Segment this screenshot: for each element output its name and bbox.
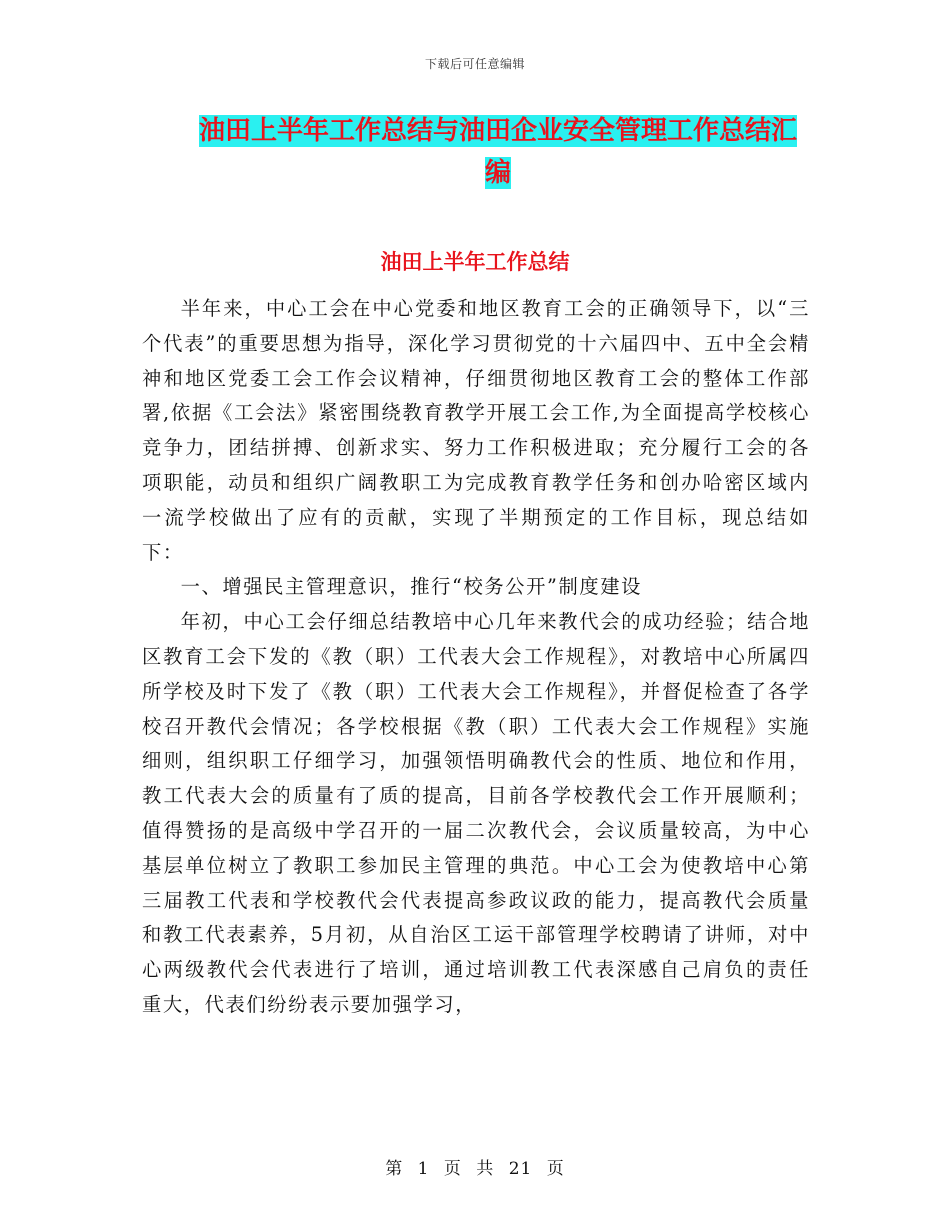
header-note: 下载后可任意编辑	[424, 57, 525, 71]
total-word: 页	[546, 1159, 565, 1179]
total-prefix: 共	[476, 1159, 495, 1179]
paragraph-body-1: 年初，中心工会仔细总结教培中心几年来教代会的成功经验；结合地区教育工会下发的《教（职）工代表大会工作规程》，对教培中心所属四所学校及时下发了《教（职）工代表大会工作规程》，并督促检查了各学校召开教代会情况；各学校根据《教（职）工代表大会工作规程》实施细则，组织职工仔细学习，加强领悟明确教代会的性质、地位和作用，教工代表大会的质量有了质的提高，目前各学校教代会工作开展顺利；值得赞扬的是高级中学召开的一届二次教代会，会议质量较高，为中心基层单位树立了教职工参加民主管理的典范。中心工会为使教培中心第三届教工代表和学校教代会代表提高参政议政的能力，提高教代会质量和教工代表素养，5月初，从自治区工运干部管理学校聘请了讲师，对中心两级教代会代表进行了培训，通过培训教工代表深感自己肩负的责任重大，代表们纷纷表示要加强学习，	[142, 610, 810, 1016]
total-pages: 21	[508, 1159, 533, 1179]
paragraph-intro: 半年来，中心工会在中心党委和地区教育工会的正确领导下，以“三个代表”的重要思想为指导，深化学习贯彻党的十六届四中、五中全会精神和地区党委工会工作会议精神，仔细贯彻地区教育工会的整体工作部署,依据《工会法》紧密围绕教育教学开展工会工作,为全面提高学校核心竞争力，团结拼搏、创新求实、努力工作积极进取；充分履行工会的各项职能，动员和组织广阔教职工为完成教育教学任务和创办哈密区域内一流学校做出了应有的贡献，实现了半期预定的工作目标，现总结如下：	[142, 297, 810, 564]
section-title: 油田上半年工作总结	[380, 250, 570, 274]
page-footer	[0, 1154, 950, 1179]
main-title-text: 油田上半年工作总结与油田企业安全管理工作总结汇编	[198, 116, 797, 188]
page-prefix: 第	[385, 1159, 404, 1179]
document-main-title	[193, 110, 803, 194]
page-word: 页	[443, 1159, 462, 1179]
document-body	[142, 292, 810, 1023]
page-number: 1	[417, 1159, 430, 1179]
paragraph-heading-1: 一、增强民主管理意识，推行“校务公开”制度建设	[180, 575, 643, 599]
